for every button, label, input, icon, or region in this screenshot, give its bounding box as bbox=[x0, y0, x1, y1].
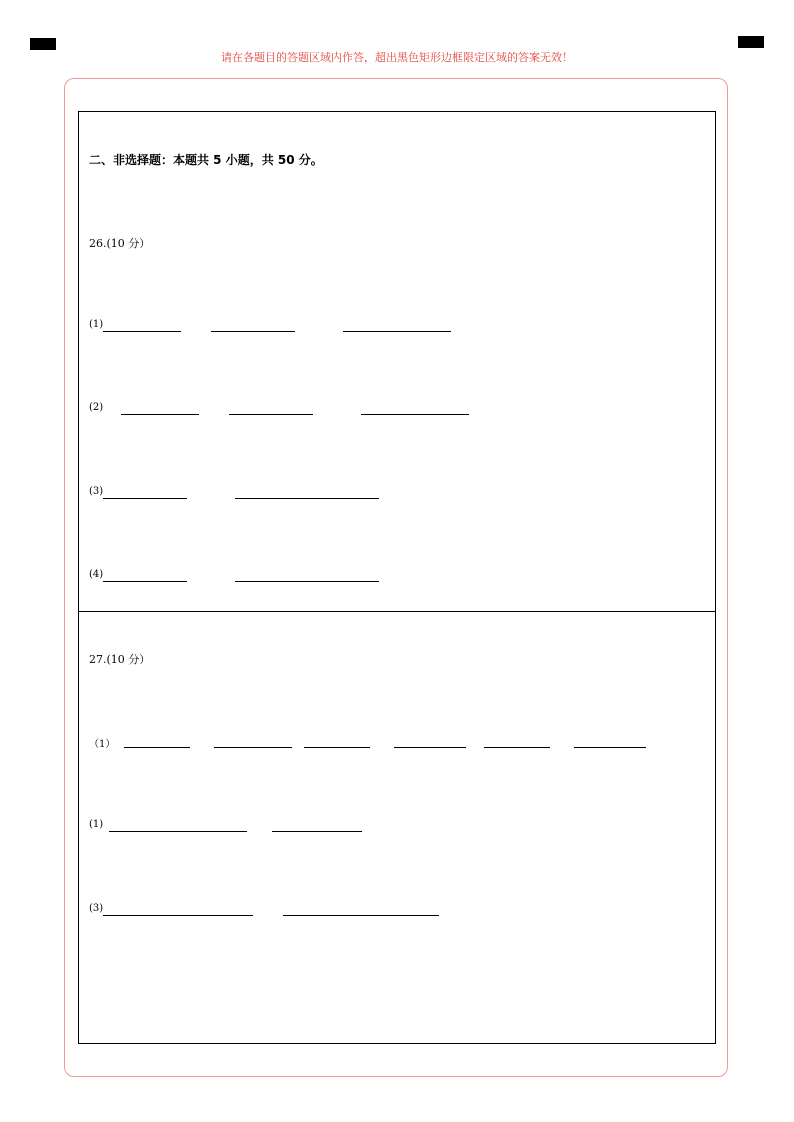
answer-blank[interactable] bbox=[283, 915, 439, 916]
answer-blank[interactable] bbox=[124, 747, 190, 748]
q27-part-3-label: (3) bbox=[89, 903, 104, 914]
answer-blank[interactable] bbox=[229, 414, 313, 415]
answer-blank[interactable] bbox=[394, 747, 466, 748]
alignment-marker-right bbox=[738, 36, 764, 48]
answer-blank[interactable] bbox=[103, 331, 181, 332]
answer-blank[interactable] bbox=[361, 414, 469, 415]
q27-part-1-label: （1） bbox=[89, 739, 116, 750]
q26-part-2-label: (2) bbox=[89, 402, 104, 413]
q26-part-4-label: (4) bbox=[89, 569, 104, 580]
q27-part-2-label: (1) bbox=[89, 819, 104, 830]
answer-blank[interactable] bbox=[121, 414, 199, 415]
answer-blank[interactable] bbox=[304, 747, 370, 748]
question-26-title: 26.(10 分） bbox=[89, 237, 151, 250]
answer-blank[interactable] bbox=[272, 831, 362, 832]
question-divider bbox=[78, 611, 716, 612]
answer-blank[interactable] bbox=[103, 915, 253, 916]
answer-blank[interactable] bbox=[235, 498, 379, 499]
question-27-title: 27.(10 分） bbox=[89, 653, 151, 666]
answer-blank[interactable] bbox=[484, 747, 550, 748]
q26-part-3-label: (3) bbox=[89, 486, 104, 497]
answer-blank[interactable] bbox=[211, 331, 295, 332]
q26-part-1-label: (1) bbox=[89, 319, 104, 330]
answer-blank[interactable] bbox=[343, 331, 451, 332]
answer-area-box bbox=[78, 111, 716, 1044]
section-title: 二、非选择题：本题共 5 小题，共 50 分。 bbox=[89, 153, 323, 167]
answer-blank[interactable] bbox=[214, 747, 292, 748]
answer-blank[interactable] bbox=[109, 831, 247, 832]
answer-blank[interactable] bbox=[574, 747, 646, 748]
answer-blank[interactable] bbox=[235, 581, 379, 582]
answer-area-warning: 请在各题目的答题区域内作答，超出黑色矩形边框限定区域的答案无效！ bbox=[221, 51, 573, 64]
answer-blank[interactable] bbox=[103, 581, 187, 582]
answer-blank[interactable] bbox=[103, 498, 187, 499]
